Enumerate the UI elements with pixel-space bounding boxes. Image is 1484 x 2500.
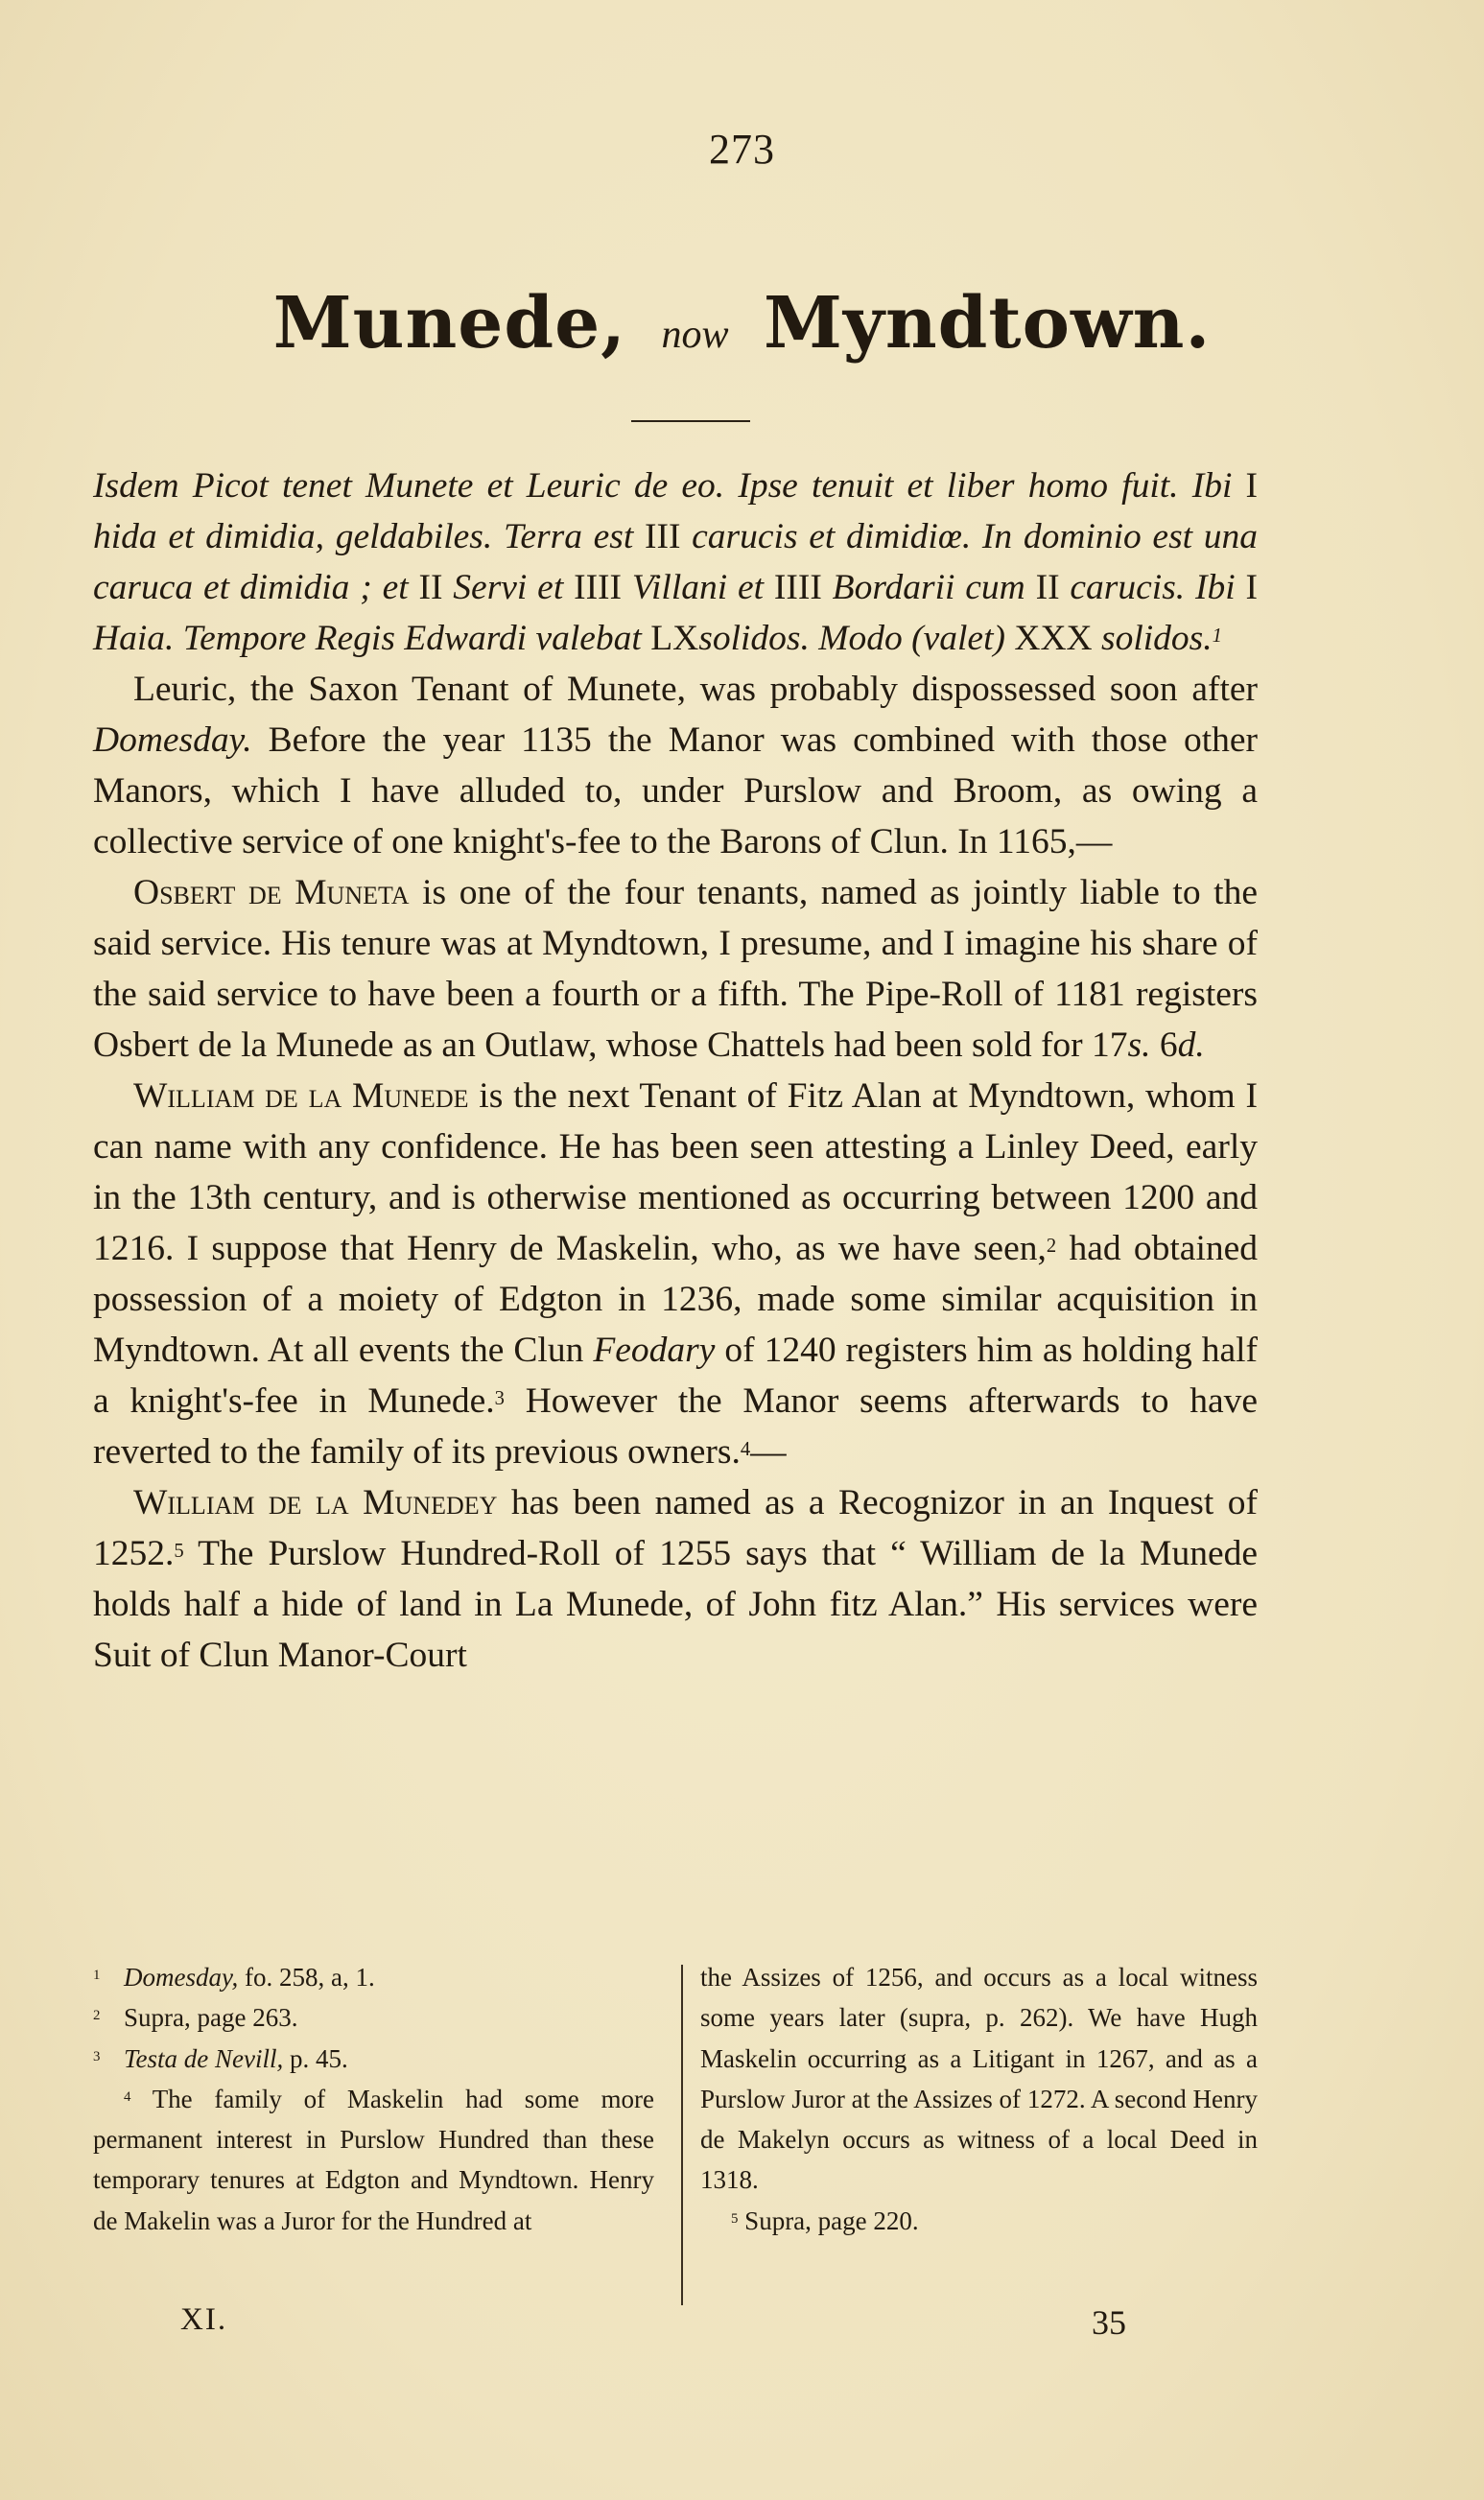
latin-text: Villani et (631, 568, 765, 607)
volume-signature: XI. (180, 2302, 228, 2337)
footnote-ref: 3 (494, 1388, 505, 1409)
latin-text: Modo (valet) (818, 619, 1005, 658)
body-text (93, 460, 1258, 1681)
latin-numeral: LX (650, 619, 699, 658)
latin-text: Isdem Picot tenet Munete et Leuric de eo. (93, 466, 725, 506)
footnotes-left-column (93, 1957, 654, 2241)
footnote-number: 3 (93, 2048, 101, 2064)
footnote-italic: Domesday, (124, 1963, 239, 1992)
latin-numeral: III (644, 517, 681, 556)
paragraph-william-munedey (93, 1477, 1258, 1681)
latin-text: et dimidiœ. (809, 517, 972, 556)
latin-text: homo fuit. (1027, 466, 1179, 506)
italic-domesday: Domesday. (93, 720, 252, 760)
latin-text: carucis. (1070, 568, 1186, 607)
paragraph-text: had obtained possession of a moiety of Edgton in 1236, made some similar acquisition in Myndtown. At all events the Clun (93, 1229, 1259, 1370)
italic-feodary: Feodary (593, 1331, 716, 1370)
footnote-text: Supra, page 220. (744, 2205, 919, 2235)
latin-text: Ibi (1191, 466, 1233, 506)
paragraph-text: 6 (1150, 1026, 1178, 1065)
footnote-5 (700, 2201, 1258, 2241)
latin-text: In dominio est una caruca et dimidia ; et (93, 517, 1259, 607)
latin-text: carucis (692, 517, 798, 556)
latin-numeral: II (418, 568, 443, 607)
footnote-4-continued: the Assizes of 1256, and occurs as a local witness some years later (supra, p. 262). We have Hugh Maskelin occurring as a Litigant in 1267, and as a Purslow Juror at the Assizes of 1272. A second Henry de Makelyn occurs as witness of a local Deed in 1318. (700, 1963, 1258, 2195)
paragraph-text: However the Manor seems afterwards to have reverted to the family of its previous owners. (93, 1381, 1259, 1472)
latin-numeral: XXX (1014, 619, 1093, 658)
person-name: Osbert de Muneta (133, 873, 410, 912)
chapter-title (0, 282, 1484, 365)
paragraph-text: of 1240 registers him as holding half a knight's-fee in Munede. (93, 1331, 1258, 1421)
page-number: 273 (709, 126, 775, 173)
latin-text: Terra est (503, 517, 634, 556)
footnote-3 (93, 2039, 654, 2079)
latin-numeral: I (1245, 466, 1259, 506)
footnote-number: 5 (731, 2210, 739, 2227)
latin-text: Ibi (1195, 568, 1236, 607)
latin-numeral: I (1245, 568, 1259, 607)
latin-text: Bordarii cum (832, 568, 1025, 607)
person-name: William de la Munedey (133, 1483, 498, 1522)
footnote-4 (93, 2079, 654, 2241)
paragraph-text: Leuric, the Saxon Tenant of Munete, was probably dispossessed soon after (133, 670, 1258, 709)
sheet-number: 35 (1092, 2303, 1126, 2342)
footnote-text: fo. 258, a, 1. (244, 1963, 375, 1992)
paragraph-text: is one of the four tenants, named as jointly liable to the said service. His tenure was at Myndtown, I presume, and I imagine his share of the said service to have been a fourth or a fifth. The Pipe-Roll of 1181 registers Osbert de la Munede as an Outlaw, whose Chattels had been sold for 17 (93, 873, 1258, 1065)
person-name: William de la Munede (133, 1076, 469, 1116)
footnote-ref: 5 (174, 1541, 184, 1562)
footnote-ref: 1 (1212, 625, 1222, 647)
italic-pence: d. (1177, 1026, 1205, 1065)
latin-text: hida et dimidia, geldabiles. (93, 517, 493, 556)
paragraph-text: The Purslow Hundred-Roll of 1255 says that “ William de la Munede holds half a hide of land in La Munede, of John fitz Alan.” His services were Suit of Clun Manor-Court (93, 1534, 1258, 1675)
latin-numeral: IIII (773, 568, 822, 607)
title-myndtown: Myndtown. (763, 282, 1212, 365)
latin-text: Haia. (93, 619, 175, 658)
footnote-ref: 2 (1046, 1236, 1057, 1257)
title-munede: Munede, (272, 282, 626, 365)
latin-text: Regis Edwardi valebat (315, 619, 642, 658)
latin-text: Servi et (453, 568, 564, 607)
footnote-2 (93, 1997, 654, 2038)
paragraph-text: Before the year 1135 the Manor was combined with those other Manors, which I have alluded to, under Purslow and Broom, as owing a collective service of one knight's-fee to the Barons of Clun. In 1165,— (93, 720, 1259, 861)
paragraph-text: has been named as a Recognizor in an Inquest of 1252. (93, 1483, 1258, 1573)
paragraph-william-munede (93, 1071, 1258, 1477)
title-now: now (661, 313, 729, 357)
footnote-text: Supra, page 263. (124, 2003, 298, 2033)
latin-text: Tempore (182, 619, 307, 658)
paragraph-text: is the next Tenant of Fitz Alan at Myndtown, whom I can name with any confidence. He has been seen attesting a Linley Deed, early in the 13th century, and is otherwise mentioned as occurring between 1200 and 1216. I suppose that Henry de Maskelin, who, as we have seen, (93, 1076, 1259, 1268)
footnote-number: 2 (93, 2008, 101, 2024)
footnote-italic: Testa de Nevill, (124, 2043, 284, 2073)
latin-text: Ipse tenuit et liber (738, 466, 1015, 506)
footnote-number: 1 (93, 1968, 101, 1983)
latin-numeral: IIII (574, 568, 623, 607)
paragraph-osbert (93, 867, 1258, 1071)
paragraph-text: — (750, 1432, 787, 1472)
domesday-extract (93, 460, 1258, 664)
footnotes-right-column (700, 1957, 1258, 2241)
footnote-ref: 4 (740, 1439, 751, 1460)
footnote-1 (93, 1957, 654, 1997)
latin-numeral: II (1035, 568, 1060, 607)
footnote-number: 4 (124, 2088, 131, 2105)
footnote-text: The family of Maskelin had some more permanent interest in Purslow Hundred than these temporary tenures at Edgton and Myndtown. Henry de Makelin was a Juror for the Hundred at (93, 2084, 655, 2235)
latin-text: solidos. (1100, 619, 1213, 658)
footnotes (93, 1957, 1258, 2302)
paragraph-leuric (93, 664, 1258, 867)
italic-shillings: s. (1127, 1026, 1151, 1065)
latin-text: solidos. (698, 619, 810, 658)
title-rule (631, 420, 750, 422)
footnote-text: p. 45. (290, 2043, 348, 2073)
